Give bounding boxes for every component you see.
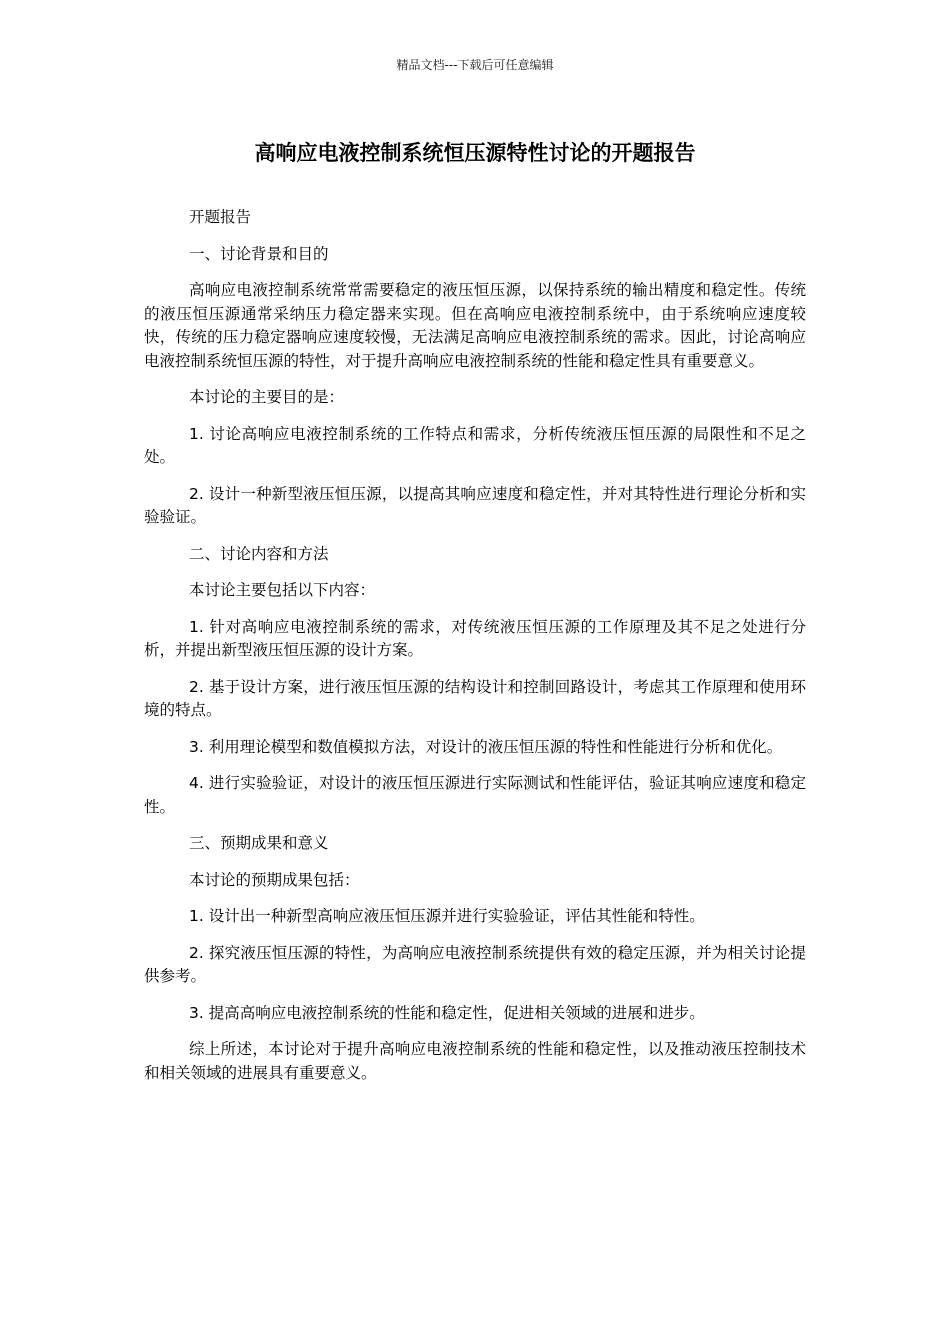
list-item-outcome-1: 1. 设计出一种新型高响应液压恒压源并进行实验验证，评估其性能和特性。 [189, 907, 705, 925]
paragraph-purpose-intro: 本讨论的主要目的是： [189, 388, 345, 406]
document-body [144, 206, 806, 1098]
page-header-watermark: 精品文档---下载后可任意编辑 [396, 58, 554, 72]
list-item-content-1: 1. 针对高响应电液控制系统的需求，对传统液压恒压源的工作原理及其不足之处进行分析，并提出新型液压恒压源的设计方案。 [144, 617, 806, 659]
list-item-purpose-1: 1. 讨论高响应电液控制系统的工作特点和需求，分析传统液压恒压源的局限性和不足之处。 [144, 424, 806, 466]
paragraph-outcomes-intro: 本讨论的预期成果包括： [189, 870, 360, 889]
paragraph-conclusion: 综上所述，本讨论对于提升高响应电液控制系统的性能和稳定性，以及推动液压控制技术和相关领域的进展具有重要意义。 [144, 1040, 806, 1082]
paragraph-content-intro: 本讨论主要包括以下内容： [189, 581, 376, 599]
section-heading-outcomes: 三、预期成果和意义 [189, 834, 329, 852]
list-item-outcome-2: 2. 探究液压恒压源的特性，为高响应电液控制系统提供有效的稳定压源，并为相关讨论提供参考。 [144, 943, 806, 985]
list-item-purpose-2: 2. 设计一种新型液压恒压源，以提高其响应速度和稳定性，并对其特性进行理论分析和实验验证。 [144, 484, 806, 526]
list-item-content-4: 4. 进行实验验证，对设计的液压恒压源进行实际测试和性能评估，验证其响应速度和稳定性。 [144, 774, 806, 816]
document-title: 高响应电液控制系统恒压源特性讨论的开题报告 [254, 141, 696, 165]
list-item-outcome-3: 3. 提高高响应电液控制系统的性能和稳定性，促进相关领域的进展和进步。 [189, 1003, 705, 1022]
section-heading-background: 一、讨论背景和目的 [189, 244, 329, 263]
list-item-content-2: 2. 基于设计方案，进行液压恒压源的结构设计和控制回路设计，考虑其工作原理和使用环境的特点。 [144, 677, 806, 719]
list-item-content-3: 3. 利用理论模型和数值模拟方法，对设计的液压恒压源的特性和性能进行分析和优化。 [189, 737, 783, 756]
paragraph-report-label: 开题报告 [189, 208, 252, 226]
paragraph-background: 高响应电液控制系统常常需要稳定的液压恒压源，以保持系统的输出精度和稳定性。传统的液压恒压源通常采纳压力稳定器来实现。但在高响应电液控制系统中，由于系统响应速度较快，传统的压力稳定器响应速度较慢，无法满足高响应电液控制系统的需求。因此，讨论高响应电液控制系统恒压源的特性，对于提升高响应电液控制系统的性能和稳定性具有重要意义。 [144, 281, 806, 370]
section-heading-content-method: 二、讨论内容和方法 [189, 544, 329, 563]
